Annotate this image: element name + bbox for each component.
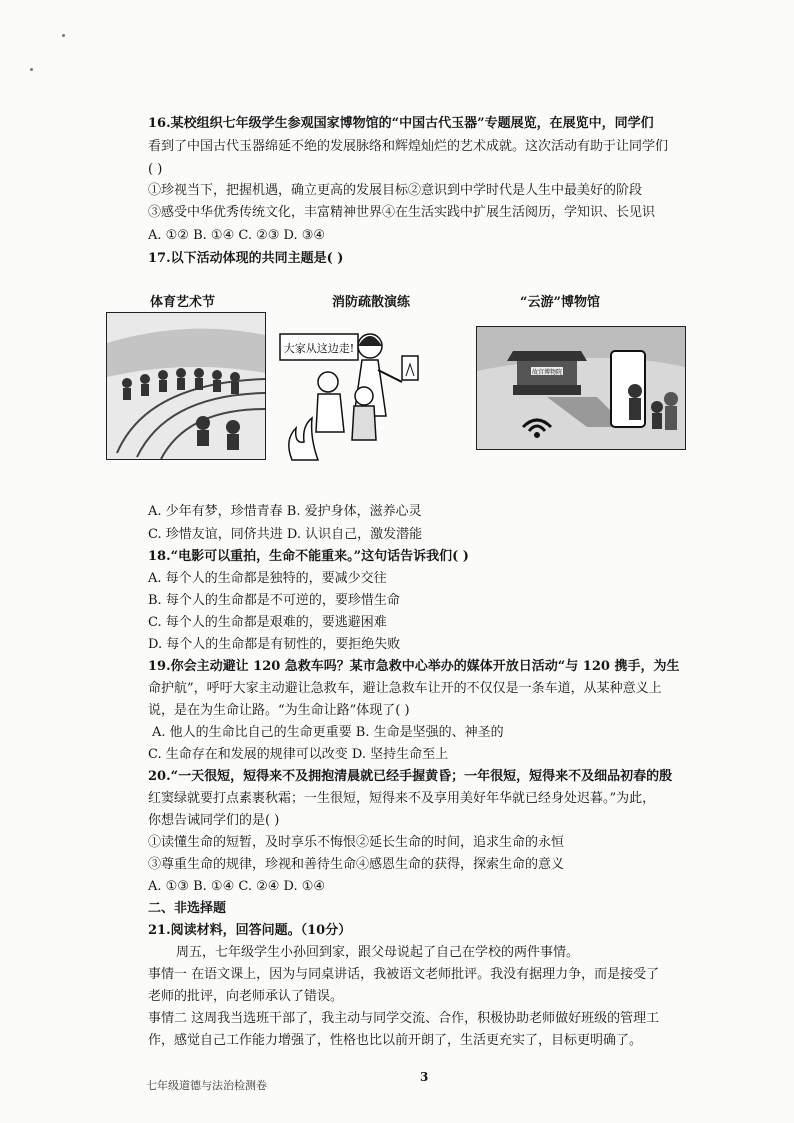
- q19-line-1: 19.你会主动避让 120 急救车吗？某市急救中心举办的媒体开放日活动“与 120 携手，为生: [148, 659, 680, 674]
- q21-paragraph-1: 周五，七年级学生小孙回到家，跟父母说起了自己在学校的两件事情。: [176, 945, 580, 960]
- q21-event-2-line-1: 事情二 这周我当选班干部了，我主动与同学交流、合作，积极协助老师做好班级的管理工: [148, 1011, 660, 1026]
- caption-cloud-museum: “云游”博物馆: [520, 295, 600, 310]
- page-number: 3: [420, 1070, 429, 1084]
- q19-line-3: 说，是在为生命让路。“为生命让路”体现了( ): [148, 703, 410, 718]
- caption-fire-drill: 消防疏散演练: [332, 295, 411, 310]
- q18-stem: 18.“电影可以重拍，生命不能重来。”这句话告诉我们( ): [148, 549, 469, 564]
- caption-sports-festival: 体育艺术节: [150, 295, 216, 310]
- q21-event-1-line-1: 事情一 在语文课上，因为与同桌讲话，我被语文老师批评。我没有据理力争，而是接受了: [148, 967, 660, 982]
- q17-stem: 17.以下活动体现的共同主题是( ): [148, 251, 344, 266]
- q17-options-row-1: A. 少年有梦，珍惜青春 B. 爱护身体，滋养心灵: [148, 504, 422, 519]
- q21-event-1-line-2: 老师的批评，向老师承认了错误。: [148, 989, 344, 1004]
- q16-statement-2: ③感受中华优秀传统文化，丰富精神世界④在生活实践中扩展生活阅历，学知识、长见识: [148, 205, 656, 220]
- scan-speck: [30, 68, 33, 71]
- footer-exam-title: 七年级道德与法治检测卷: [146, 1079, 267, 1092]
- q16-statement-1: ①珍视当下，把握机遇，确立更高的发展目标②意识到中学时代是人生中最美好的阶段: [148, 183, 643, 198]
- q16-options: A. ①② B. ①④ C. ②③ D. ③④: [148, 228, 326, 243]
- q18-option-c: C. 每个人的生命都是艰难的，要逃避困难: [148, 615, 387, 630]
- q18-option-d: D. 每个人的生命都是有韧性的，要拒绝失败: [148, 637, 401, 652]
- q18-option-a: A. 每个人的生命都是独特的，要减少交往: [148, 571, 387, 586]
- cloud-museum-image: [476, 326, 686, 450]
- q21-event-2-line-2: 作，感觉自己工作能力增强了，性格也比以前开朗了，生活更充实了，目标更明确了。: [148, 1033, 643, 1048]
- q16-line-2: 看到了中国古代玉器绵延不绝的发展脉络和辉煌灿烂的艺术成就。这次活动有助于让同学们: [148, 139, 669, 154]
- q19-options-row-1: A. 他人的生命比自己的生命更重要 B. 生命是坚强的、神圣的: [152, 725, 504, 740]
- q19-line-2: 命护航”，呼吁大家主动避让急救车，避让急救车让开的不仅仅是一条车道，从某种意义上: [148, 681, 662, 696]
- q16-line-1: 16.某校组织七年级学生参观国家博物馆的“中国古代玉器”专题展览，在展览中，同学们: [148, 116, 654, 131]
- sports-festival-image: [106, 312, 266, 460]
- evacuation-sign-text: 大家从这边走!: [283, 342, 355, 355]
- q18-option-b: B. 每个人的生命都是不可逆的，要珍惜生命: [148, 593, 400, 608]
- q20-statement-2: ③尊重生命的规律，珍视和善待生命④感恩生命的获得，探索生命的意义: [148, 857, 565, 872]
- q21-stem: 21.阅读材料，回答问题。（10分）: [148, 923, 352, 938]
- q20-line-3: 你想告诫同学们的是( ): [148, 813, 280, 828]
- q20-statement-1: ①读懂生命的短暂，及时享乐不悔恨②延长生命的时间，追求生命的永恒: [148, 835, 565, 850]
- section-two-heading: 二、非选择题: [148, 901, 227, 916]
- fire-drill-image: [278, 320, 438, 465]
- q17-options-row-2: C. 珍惜友谊，同侪共进 D. 认识自己，激发潜能: [148, 527, 423, 542]
- q20-options: A. ①③ B. ①④ C. ②④ D. ①④: [148, 879, 326, 894]
- scan-speck: [62, 34, 65, 37]
- q20-line-2: 红窦绿就要打点素裹秋霜；一生很短，短得来不及享用美好年华就已经身处迟暮。”为此，: [148, 791, 656, 806]
- q16-answer-blank: ( ): [148, 162, 163, 177]
- museum-sign-text: 故宫博物院: [531, 369, 563, 376]
- q20-line-1: 20.“一天很短，短得来不及拥抱清晨就已经手握黄昏；一年很短，短得来不及细品初春的殷: [148, 769, 673, 784]
- q19-options-row-2: C. 生命存在和发展的规律可以改变 D. 坚持生命至上: [148, 747, 449, 762]
